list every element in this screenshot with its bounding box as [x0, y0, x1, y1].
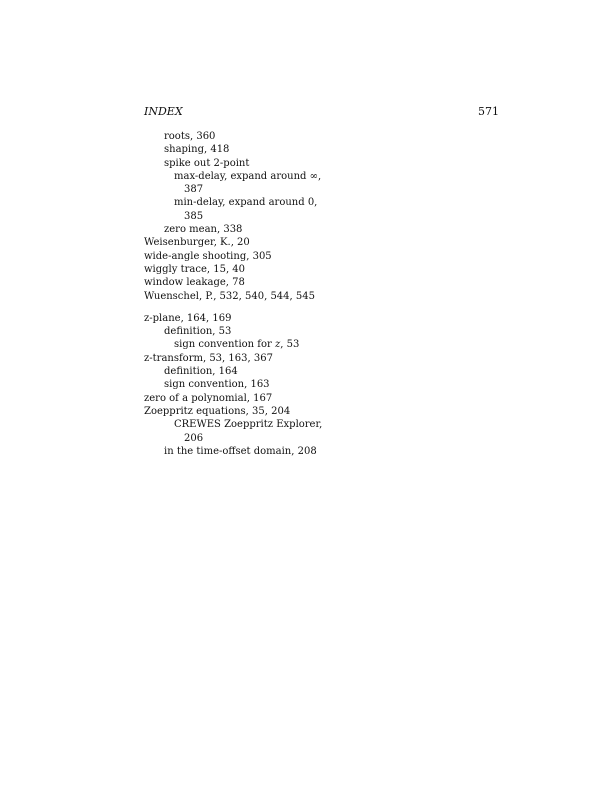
index-subsubentry: [144, 338, 344, 351]
index-subsubentry-continuation: 385: [184, 210, 204, 222]
index-entry: Weisenburger, K., 20: [144, 237, 250, 249]
entry-text: sign convention for: [174, 339, 275, 351]
index-entry: wiggly trace, 15, 40: [144, 263, 246, 275]
index-subentry: CREWES Zoeppritz Explorer,: [174, 419, 323, 431]
index-entry: Wuenschel, P., 532, 540, 544, 545: [144, 290, 315, 302]
index-subentry: sign convention, 163: [164, 379, 270, 391]
index-entry: Zoeppritz equations, 35, 204: [144, 405, 291, 417]
index-entry: z-transform, 53, 163, 367: [144, 352, 273, 364]
index-entry: wide-angle shooting, 305: [144, 250, 272, 262]
index-subentry: roots, 360: [164, 131, 216, 142]
index-subsubentry: min-delay, expand around 0,: [174, 197, 318, 209]
page-number: 571: [478, 105, 499, 118]
index-entry: window leakage, 78: [144, 277, 245, 289]
index-subentry: shaping, 418: [164, 144, 230, 156]
running-head-title: INDEX: [144, 105, 183, 118]
index-subentry: in the time-offset domain, 208: [164, 445, 317, 457]
index-entry: zero of a polynomial, 167: [144, 392, 273, 404]
running-head: [144, 105, 499, 119]
index-subentry: zero mean, 338: [164, 224, 243, 236]
index-entries: [144, 130, 344, 458]
index-subentry: definition, 164: [164, 366, 238, 378]
index-subentry: definition, 53: [164, 326, 232, 338]
index-subentry: spike out 2-point: [164, 157, 250, 169]
math-variable: z: [274, 339, 281, 351]
index-entry: z-plane, 164, 169: [144, 312, 232, 324]
index-subsubentry-continuation: 387: [184, 184, 204, 196]
letter-group-gap: [144, 303, 344, 312]
entry-text: , 53: [280, 339, 300, 351]
index-subsubentry: max-delay, expand around ∞,: [174, 170, 322, 182]
index-subentry-continuation: 206: [184, 432, 204, 444]
